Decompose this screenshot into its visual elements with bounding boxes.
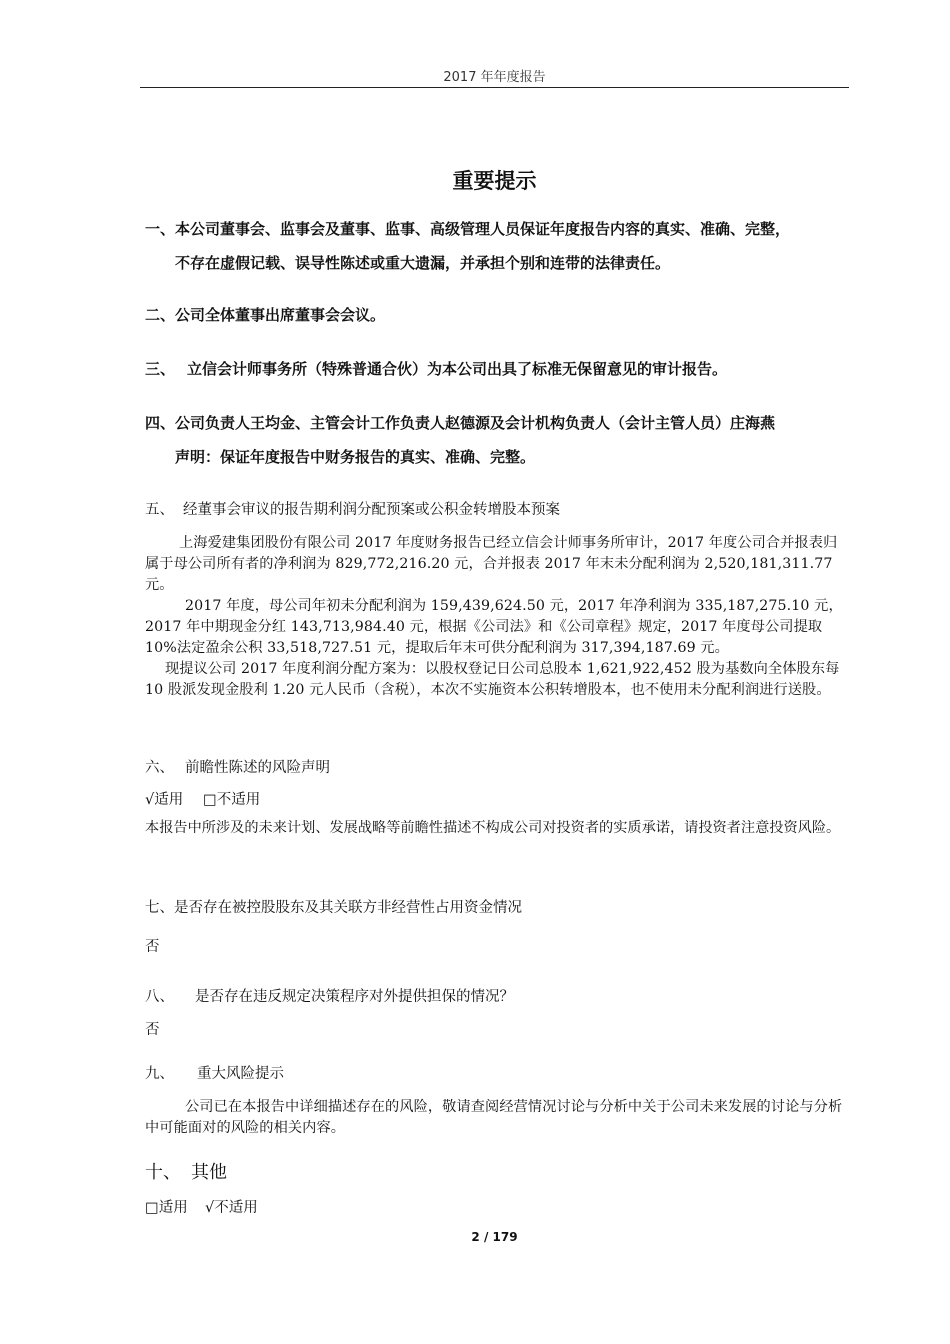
section-9-body <box>145 1097 849 1139</box>
section-6-number: 六、 <box>145 760 174 776</box>
section-5-number: 五、 <box>145 502 174 518</box>
option-not-applicable: √不适用 <box>205 1200 258 1216</box>
section-5-heading <box>145 500 849 520</box>
section-1-number: 一、 <box>145 220 176 238</box>
section-5-paragraph-1: 上海爱建集团股份有限公司 2017 年度财务报告已经立信会计师事务所审计，2017 年度公司合并报表归属于母公司所有者的净利润为 829,772,216.20 元，合并报表 2017 年末未分配利润为 2,520,181,311.77 元。 <box>145 535 838 593</box>
section-10-title: 其他 <box>191 1162 227 1183</box>
section-1-line1: 本公司董事会、监事会及董事、监事、高级管理人员保证年度报告内容的真实、准确、完整， <box>175 220 791 238</box>
section-4-number: 四、 <box>145 414 176 432</box>
header-divider <box>140 87 849 88</box>
section-5-paragraph-2: 2017 年度，母公司年初未分配利润为 159,439,624.50 元，2017 年净利润为 335,187,275.10 元，2017 年中期现金分红 143,713,984.40 元，根据《公司法》和《公司章程》规定，2017 年度母公司提取 10%法定盈余公积 33,518,727.51 元，提取后年末可供分配利润为 317,394,187.69 元。 <box>145 598 843 656</box>
section-5-title: 经董事会审议的报告期利润分配预案或公积金转增股本预案 <box>183 502 560 518</box>
section-10-options <box>145 1198 849 1218</box>
page-title: 重要提示 <box>452 169 537 193</box>
section-5-body <box>145 533 849 701</box>
section-6-options <box>145 790 849 810</box>
section-2 <box>145 298 849 332</box>
section-9-title: 重大风险提示 <box>197 1066 284 1082</box>
section-3-text: 立信会计师事务所（特殊普通合伙）为本公司出具了标准无保留意见的审计报告。 <box>187 360 728 378</box>
section-7-number: 七、 <box>145 900 174 916</box>
section-4-line1: 公司负责人王均金、主管会计工作负责人赵德源及会计机构负责人（会计主管人员）庄海燕 <box>175 414 776 432</box>
section-10-number: 十、 <box>145 1162 181 1183</box>
page-header: 2017 年年度报告 <box>443 70 546 85</box>
section-4 <box>145 406 849 474</box>
section-5-paragraph-3: 现提议公司 2017 年度利润分配方案为：以股权登记日公司总股本 1,621,922,452 股为基数向全体股东每 10 股派发现金股利 1.20 元人民币（含税），本次不实施资本公积转增股本，也不使用未分配利润进行送股。 <box>145 661 840 698</box>
section-6-heading <box>145 758 849 778</box>
section-7-answer: 否 <box>145 939 160 955</box>
section-8-heading <box>145 987 849 1007</box>
section-9-text: 公司已在本报告中详细描述存在的风险，敬请查阅经营情况讨论与分析中关于公司未来发展的讨论与分析中可能面对的风险的相关内容。 <box>145 1099 843 1136</box>
section-3-number: 三、 <box>145 360 176 378</box>
option-not-applicable: □不适用 <box>203 792 261 808</box>
section-8-title: 是否存在违反规定决策程序对外提供担保的情况？ <box>195 989 514 1005</box>
option-applicable: √适用 <box>145 792 184 808</box>
section-2-text: 公司全体董事出席董事会会议。 <box>175 306 386 324</box>
section-6-title: 前瞻性陈述的风险声明 <box>185 760 330 776</box>
section-9-number: 九、 <box>145 1066 174 1082</box>
section-3 <box>145 352 849 386</box>
page-number: 2 / 179 <box>471 1230 518 1244</box>
section-1 <box>145 212 849 280</box>
section-7-heading <box>145 898 849 918</box>
section-9-heading <box>145 1064 849 1084</box>
section-4-line2: 声明：保证年度报告中财务报告的真实、准确、完整。 <box>175 448 536 466</box>
option-applicable: □适用 <box>145 1200 188 1216</box>
section-6-text: 本报告中所涉及的未来计划、发展战略等前瞻性描述不构成公司对投资者的实质承诺，请投资者注意投资风险。 <box>145 820 841 836</box>
section-8-answer: 否 <box>145 1022 160 1038</box>
section-7-title: 是否存在被控股股东及其关联方非经营性占用资金情况 <box>174 900 522 916</box>
section-2-number: 二、 <box>145 306 176 324</box>
section-8-number: 八、 <box>145 989 174 1005</box>
section-10-heading <box>145 1161 849 1185</box>
section-1-line2: 不存在虚假记载、误导性陈述或重大遗漏，并承担个别和连带的法律责任。 <box>175 254 671 272</box>
